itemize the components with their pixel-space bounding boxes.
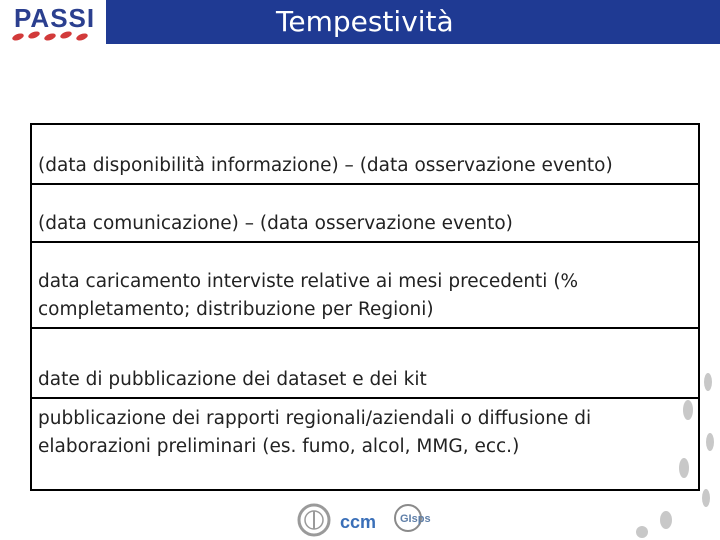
passi-logo bbox=[0, 0, 106, 44]
definition-row bbox=[32, 125, 698, 183]
slide-title: Tempestività bbox=[276, 5, 454, 38]
definition-text: (data disponibilità informazione) – (data osservazione evento) bbox=[38, 155, 613, 176]
definitions-table bbox=[30, 123, 700, 491]
iss-seal-logo bbox=[299, 505, 329, 535]
passi-logo-wordmark: PASSI bbox=[14, 3, 96, 33]
definition-text: pubblicazione dei rapporti regionali/aziendali o diffusione di elaborazioni preliminari (es. fumo, alcol, MMG, ecc.) bbox=[38, 408, 592, 457]
definition-text: date di pubblicazione dei dataset e dei kit bbox=[38, 369, 427, 390]
definition-row bbox=[32, 397, 698, 489]
header-bar bbox=[106, 0, 720, 44]
footer-logos bbox=[290, 500, 450, 540]
definition-row bbox=[32, 183, 698, 241]
footsteps-decoration-icon bbox=[620, 370, 720, 540]
gisps-logo-text: GIsps bbox=[400, 513, 431, 525]
definition-row bbox=[32, 327, 698, 397]
gisps-logo bbox=[395, 505, 431, 531]
ccm-logo bbox=[338, 512, 382, 532]
definition-text: data caricamento interviste relative ai mesi precedenti (% completamento; distribuzione per Regioni) bbox=[38, 271, 579, 320]
definition-text: (data comunicazione) – (data osservazione evento) bbox=[38, 213, 513, 234]
ccm-logo-text: ccm bbox=[340, 512, 377, 532]
footprints-icon bbox=[10, 28, 100, 42]
definition-row bbox=[32, 241, 698, 327]
